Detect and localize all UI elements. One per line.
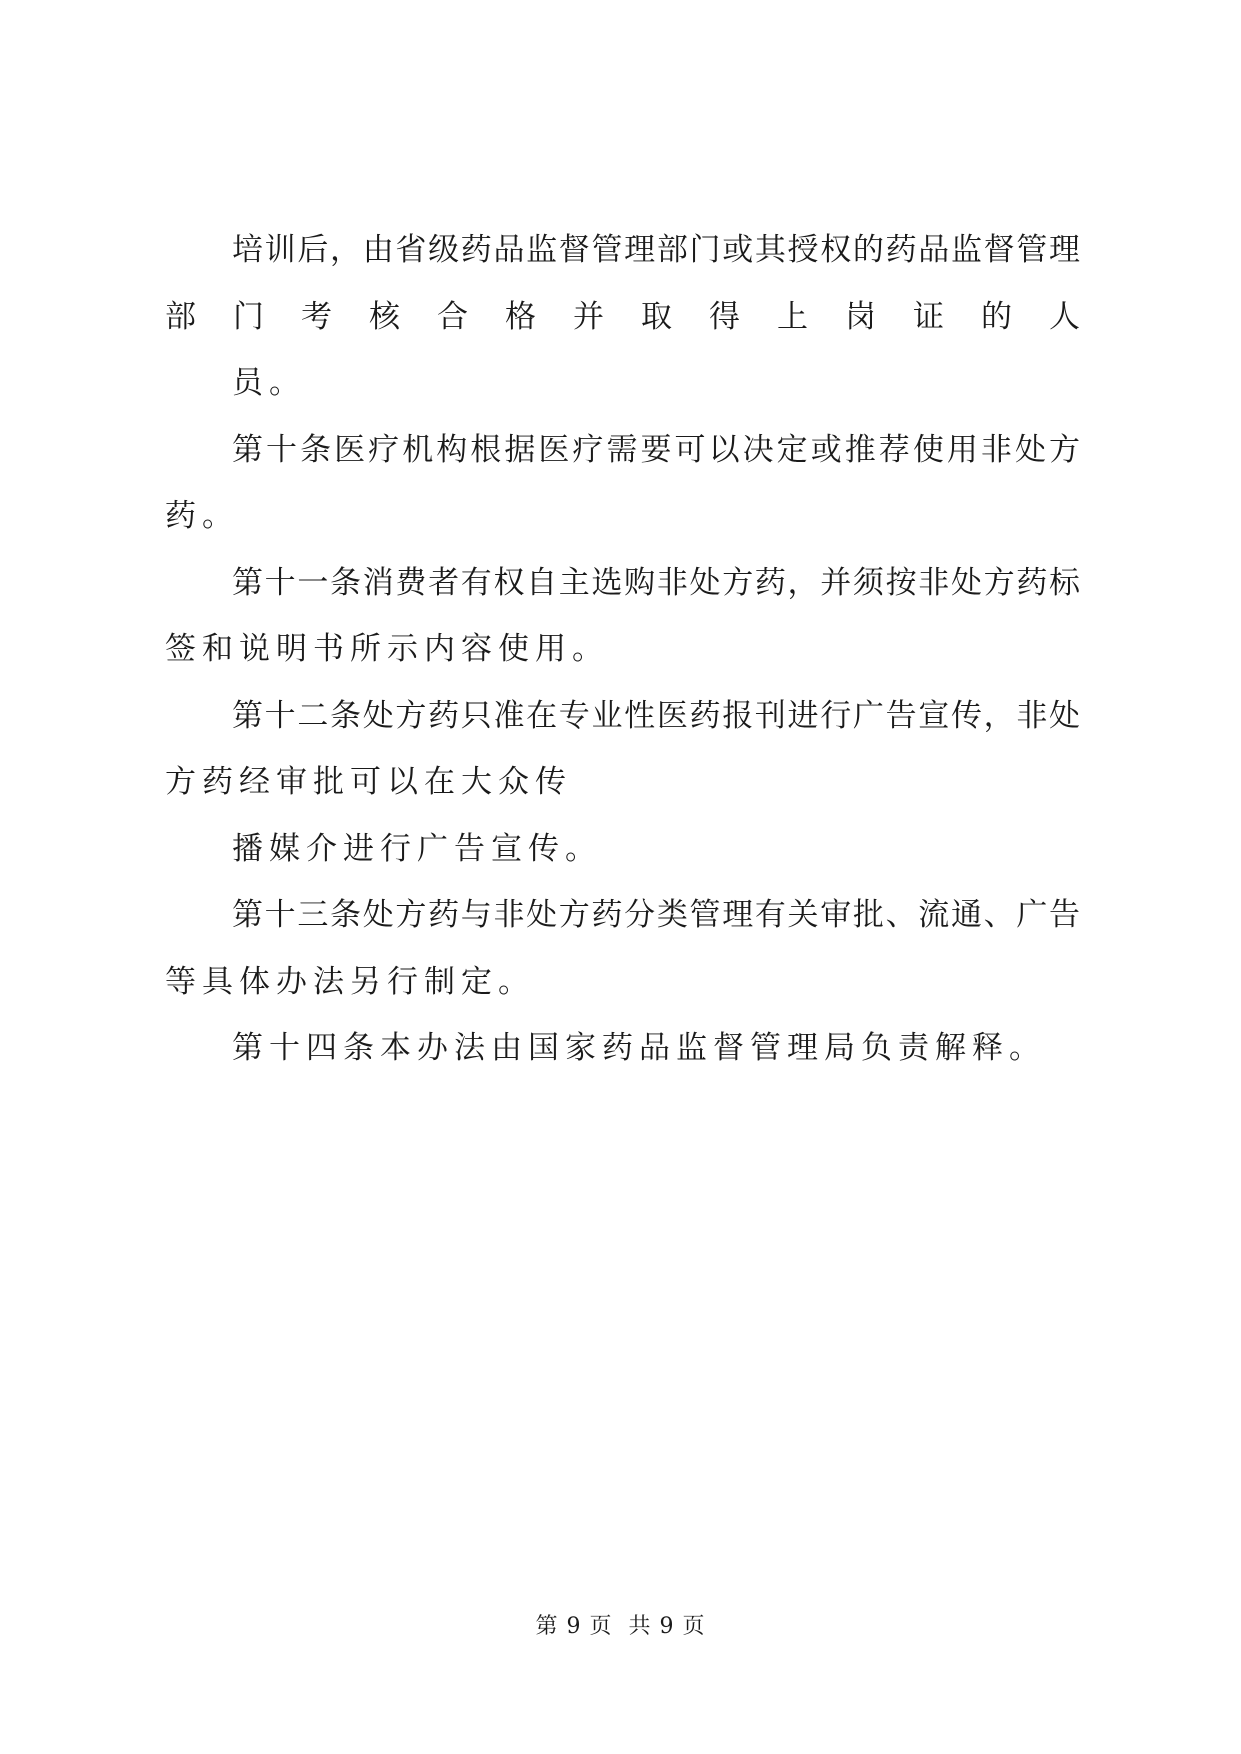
text-line: 方药经审批可以在大众传	[165, 764, 572, 800]
text-line: 第十三条处方药与非处方药分类管理有关审批、流通、广告	[232, 897, 1080, 933]
text-line: 药。	[165, 498, 239, 534]
text-line: 第十四条本办法由国家药品监督管理局负责解释。	[232, 1030, 1046, 1066]
page-footer: 第 9 页 共 9 页	[535, 1614, 706, 1639]
text-line: 第十二条处方药只准在专业性医药报刊进行广告宣传，非处	[232, 698, 1080, 734]
text-line: 等具体办法另行制定。	[165, 964, 535, 1000]
text-line: 播媒介进行广告宣传。	[232, 831, 602, 867]
text-line: 培训后，由省级药品监督管理部门或其授权的药品监督管理	[232, 232, 1080, 268]
text-line: 签和说明书所示内容使用。	[165, 631, 609, 667]
text-line: 第十一条消费者有权自主选购非处方药，并须按非处方药标	[232, 565, 1080, 601]
text-line: 第十条医疗机构根据医疗需要可以决定或推荐使用非处方	[232, 432, 1080, 468]
text-line: 部门考核合格并取得上岗证的人	[165, 299, 1080, 335]
text-line: 员。	[232, 365, 306, 401]
